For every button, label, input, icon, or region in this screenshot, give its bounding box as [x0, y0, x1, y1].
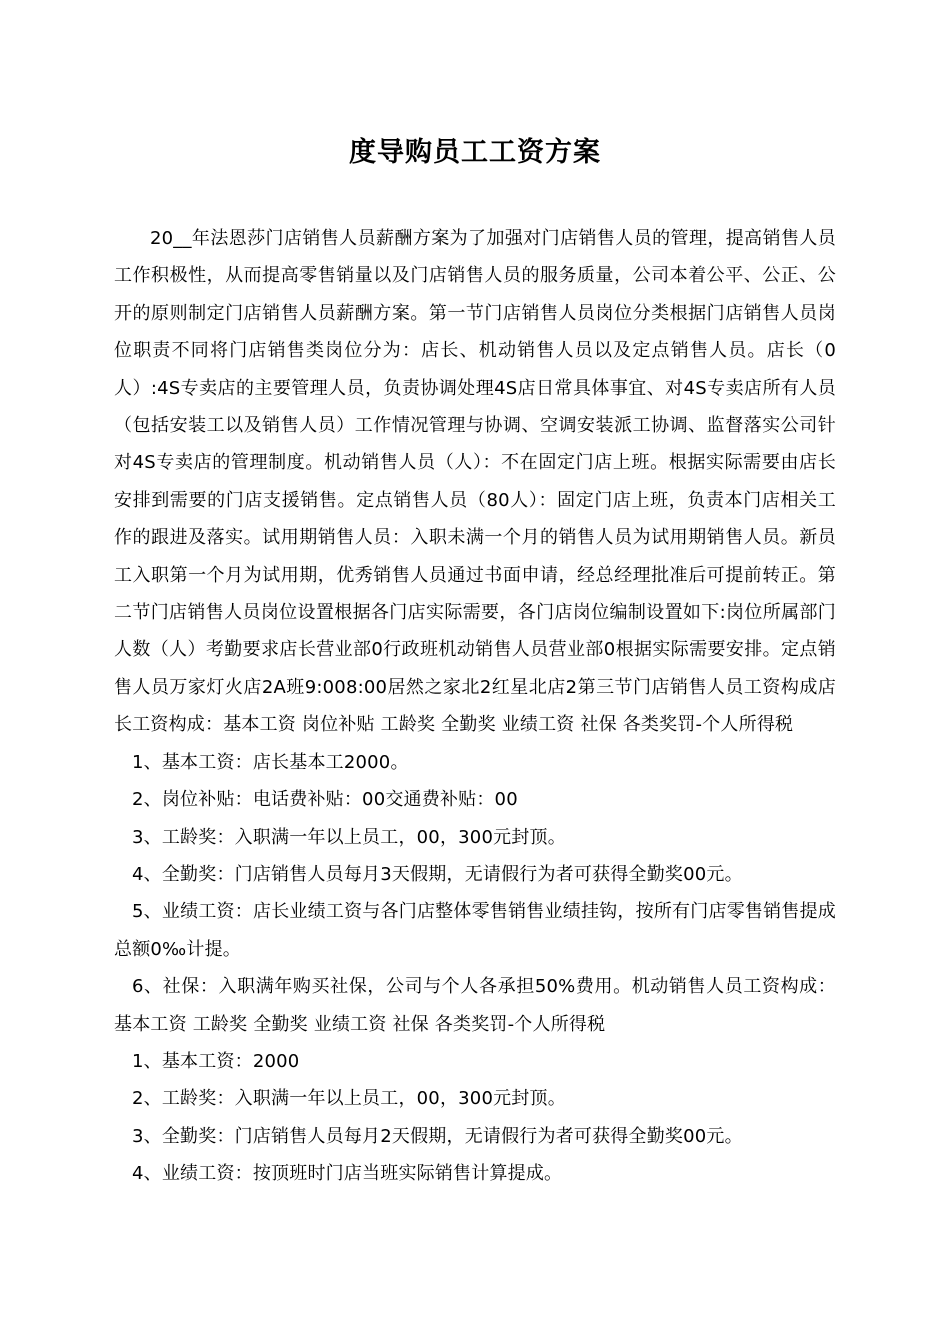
manager-item-attendance-bonus: 4、全勤奖：门店销售人员每月3天假期，无请假行为者可获得全勤奖00元。 [132, 863, 743, 885]
mobile-item-base-salary: 1、基本工资：2000 [132, 1050, 300, 1072]
manager-item-position-allowance: 2、岗位补贴：电话费补贴：00交通费补贴：00 [132, 789, 518, 811]
document-body [114, 220, 836, 1193]
document-title: 度导购员工工资方案 [349, 137, 601, 168]
manager-item-base-salary: 1、基本工资：店长基本工2000。 [132, 751, 409, 773]
intro-paragraph: 20__年法恩莎门店销售人员薪酬方案为了加强对门店销售人员的管理，提高销售人员工作积极性，从而提高零售销量以及门店销售人员的服务质量，公司本着公平、公正、公开的原则制定门店销售人员薪酬方案。第一节门店销售人员岗位分类根据门店销售人员岗位职责不同将门店销售类岗位分为：店长、机动销售人员以及定点销售人员。店长（0人）:4S专卖店的主要管理人员，负责协调处理4S店日常具体事宜、对4S专卖店所有人员（包括安装工以及销售人员）工作情况管理与协调、空调安装派工协调、监督落实公司针对4S专卖店的管理制度。机动销售人员（人）：不在固定门店上班。根据实际需要由店长安排到需要的门店支援销售。定点销售人员（80人）：固定门店上班，负责本门店相关工作的跟进及落实。试用期销售人员：入职未满一个月的销售人员为试用期销售人员。新员工入职第一个月为试用期，优秀销售人员通过书面申请，经总经理批准后可提前转正。第二节门店销售人员岗位设置根据各门店实际需要，各门店岗位编制设置如下:岗位所属部门人数（人）考勤要求店长营业部0行政班机动销售人员营业部0根据实际需要安排。定点销售人员万家灯火店2A班9:008:00居然之家北2红星北店2第三节门店销售人员工资构成店长工资构成：基本工资 岗位补贴 工龄奖 全勤奖 业绩工资 社保 各类奖罚-个人所得税 [114, 228, 836, 736]
mobile-item-performance-pay: 4、业绩工资：按顶班时门店当班实际销售计算提成。 [132, 1163, 563, 1185]
mobile-item-seniority-bonus: 2、工龄奖：入职满一年以上员工，00，300元封顶。 [132, 1088, 566, 1110]
manager-item-seniority-bonus: 3、工龄奖：入职满一年以上员工，00，300元封顶。 [132, 826, 566, 848]
manager-item-performance-pay: 5、业绩工资：店长业绩工资与各门店整体零售销售业绩挂钩，按所有门店零售销售提成总额0‰计提。 [114, 901, 836, 960]
mobile-item-attendance-bonus: 3、全勤奖：门店销售人员每月2天假期，无请假行为者可获得全勤奖00元。 [132, 1125, 743, 1147]
manager-item-social-insurance: 6、社保：入职满年购买社保，公司与个人各承担50%费用。机动销售人员工资构成：基本工资 工龄奖 全勤奖 业绩工资 社保 各类奖罚-个人所得税 [114, 976, 836, 1035]
